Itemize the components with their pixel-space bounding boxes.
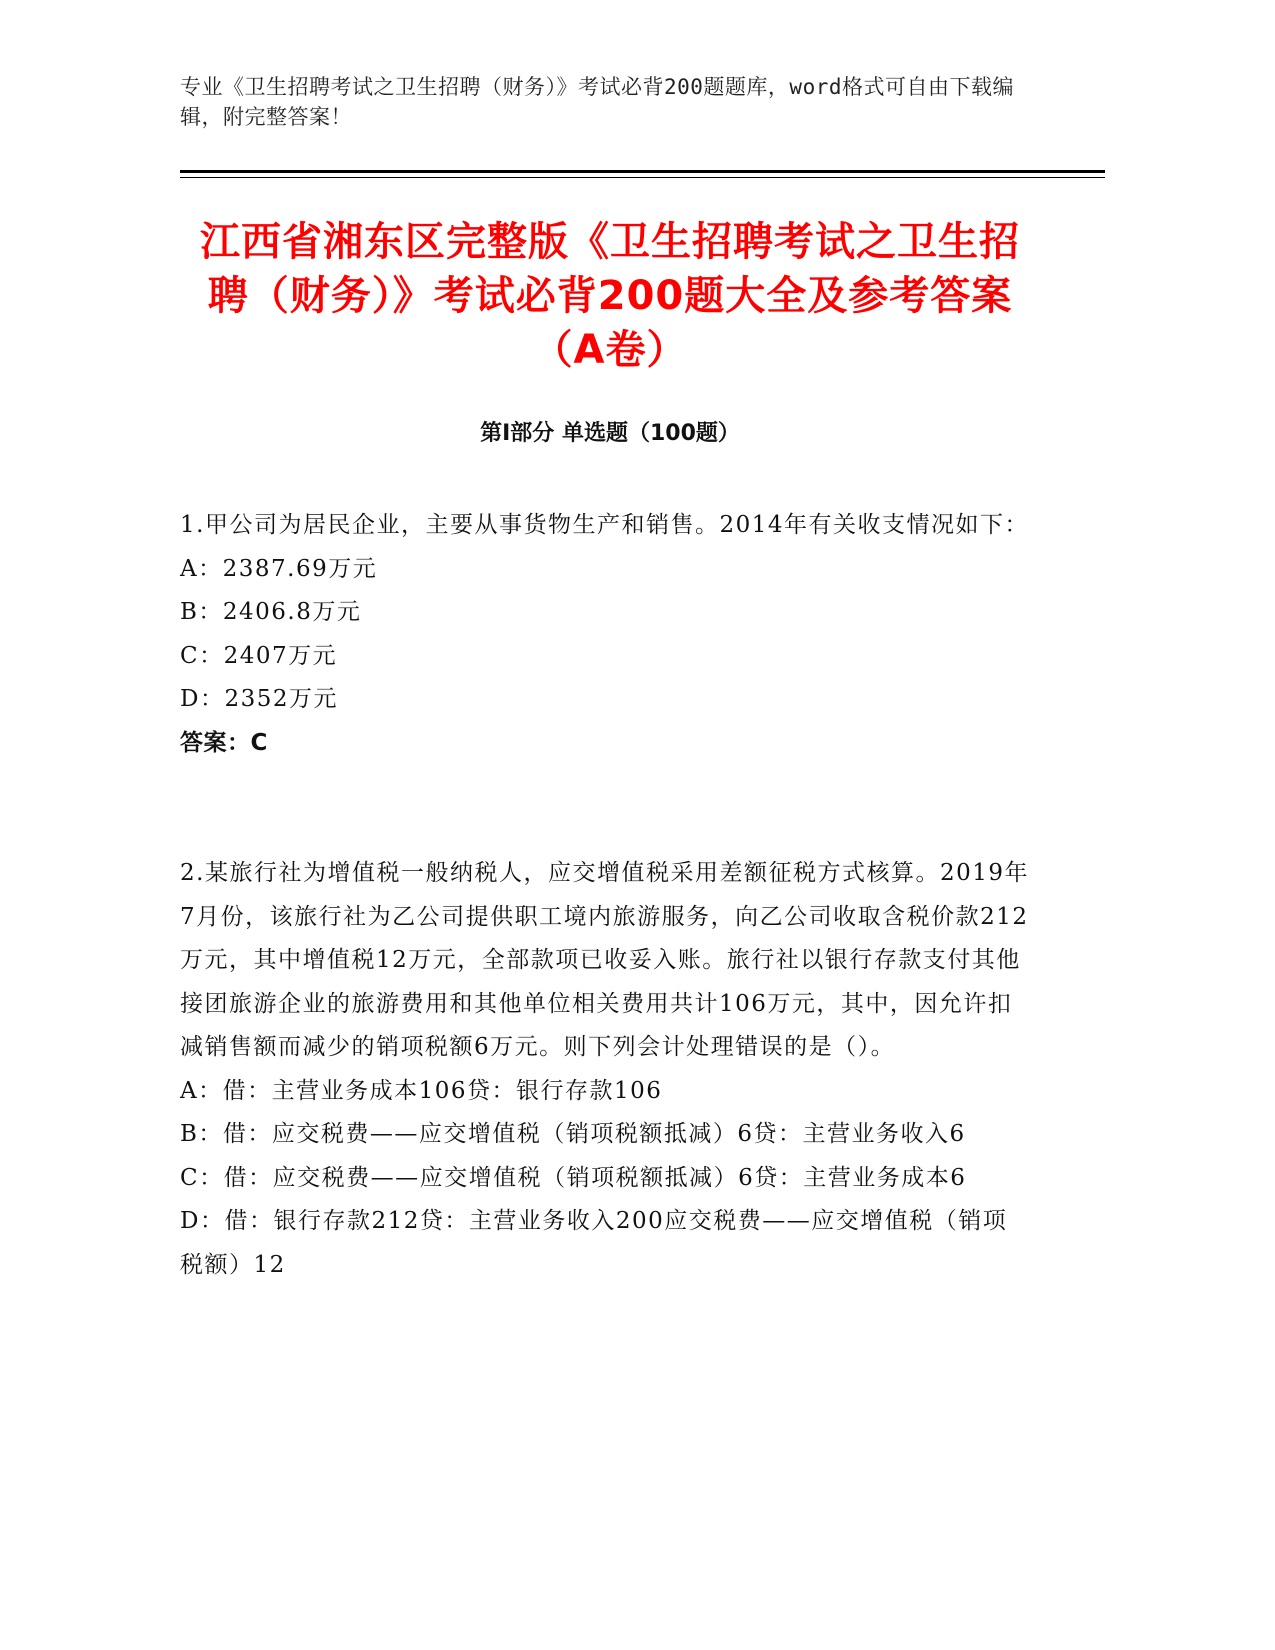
option-a: A：借：主营业务成本106贷：银行存款106: [180, 1077, 663, 1104]
option-a: A：2387.69万元: [180, 555, 378, 582]
question-2: [180, 852, 1030, 1287]
option-d: D：2352万元: [180, 686, 338, 712]
question-1: [180, 504, 1030, 765]
answer-label: 答案：C: [180, 729, 268, 756]
option-c: C：借：应交税费——应交增值税（销项税额抵减）6贷：主营业务成本6: [180, 1164, 967, 1191]
document-title: 江西省湘东区完整版《卫生招聘考试之卫生招聘（财务）》考试必背200题大全及参考答案（A卷）: [200, 219, 1020, 373]
option-d: D：借：银行存款212贷：主营业务收入200应交税费——应交增值税（销项税额）12: [180, 1208, 1008, 1278]
question-stem: 2.某旅行社为增值税一般纳税人，应交增值税采用差额征税方式核算。2019年7月份，该旅行社为乙公司提供职工境内旅游服务，向乙公司收取含税价款212万元，其中增值税12万元，全部款项已收妥入账。旅行社以银行存款支付其他接团旅游企业的旅游费用和其他单位相关费用共计106万元，其中，因允许扣减销售额而减少的销项税额6万元。则下列会计处理错误的是（）。: [180, 860, 1029, 1060]
option-b: B：2406.8万元: [180, 599, 362, 625]
option-c: C：2407万元: [180, 642, 338, 669]
header-divider-thick: [180, 170, 1105, 173]
header-divider-thin: [180, 177, 1105, 178]
question-stem: 1.甲公司为居民企业，主要从事货物生产和销售。2014年有关收支情况如下：: [180, 512, 1029, 538]
section-heading: 第Ⅰ部分 单选题（100题）: [480, 421, 740, 446]
header-note: 专业《卫生招聘考试之卫生招聘（财务）》考试必背200题题库，word格式可自由下载编辑，附完整答案！: [180, 75, 1014, 129]
option-b: B：借：应交税费——应交增值税（销项税额抵减）6贷：主营业务收入6: [180, 1121, 966, 1147]
